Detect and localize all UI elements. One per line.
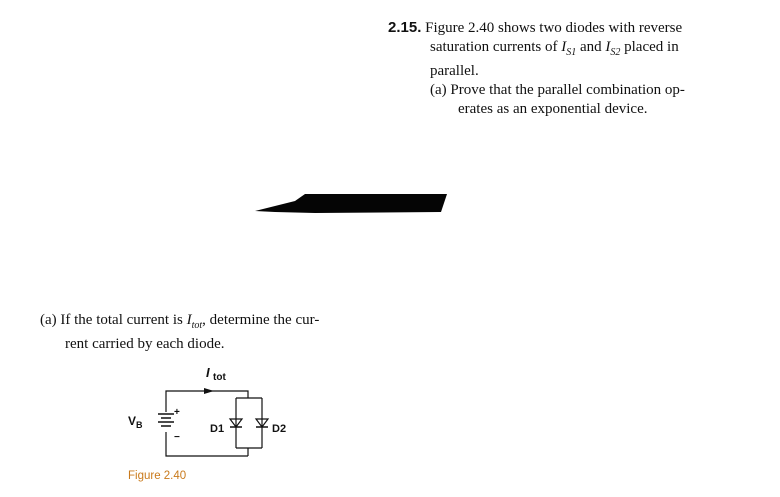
source-label: $V_B$ bbox=[128, 414, 143, 430]
problem-line-1 bbox=[388, 18, 738, 38]
d1-label: D1 bbox=[210, 423, 225, 435]
d2-label: D2 bbox=[272, 423, 287, 435]
problem-number: 2.15. bbox=[388, 19, 422, 36]
problem-line-4: (a) Prove that the parallel combination op- bbox=[430, 82, 685, 98]
plus-label: + bbox=[174, 407, 180, 418]
battery-icon bbox=[158, 414, 174, 426]
part-a-line-1: (a) If the total current is $I_{tot}$, determine the cur- bbox=[40, 312, 320, 331]
figure-caption: Figure 2.40 bbox=[128, 470, 187, 482]
current-arrow-icon bbox=[204, 388, 214, 394]
problem-line-5: erates as an exponential device. bbox=[458, 101, 648, 117]
part-a-line-2: rent carried by each diode. bbox=[65, 336, 225, 352]
problem-line-2: saturation currents of $I_{S1}$ and $I_{S2}$ placed in bbox=[430, 39, 679, 58]
problem-line-3: parallel. bbox=[430, 63, 479, 79]
problem-2-15 bbox=[388, 18, 738, 119]
part-a bbox=[40, 311, 380, 354]
problem-text-1: Figure 2.40 shows two diodes with reverse bbox=[425, 20, 683, 36]
current-label: I bbox=[206, 365, 210, 380]
current-label-sub: tot bbox=[213, 372, 226, 383]
minus-label: − bbox=[174, 432, 180, 443]
redaction-smear bbox=[255, 193, 447, 215]
